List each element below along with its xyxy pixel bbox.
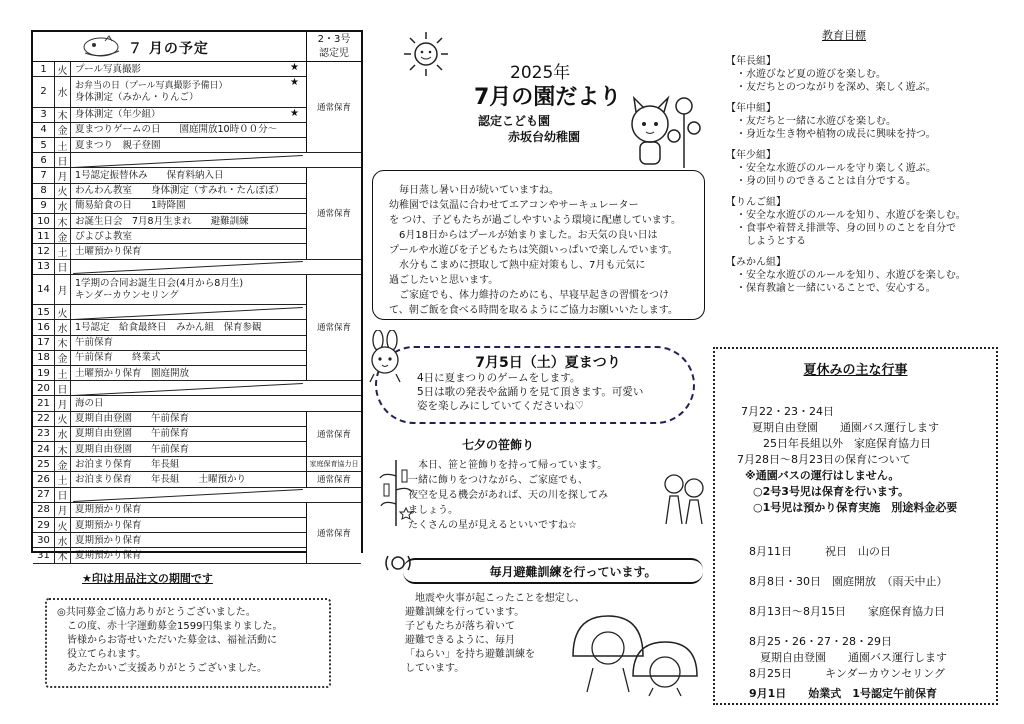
weekday: 土 (55, 138, 71, 152)
monthly-calendar (31, 30, 363, 563)
day-events (75, 184, 301, 198)
summer-events-title: 夏休みの主な行事 (803, 363, 908, 378)
day-events (75, 533, 301, 547)
festival-title: 7月5日（土）夏まつり (475, 355, 621, 371)
day-number: 16 (33, 320, 55, 334)
event-text: お泊まり保育 年長組 土曜預かり (75, 473, 247, 485)
care-header-line2: 認定児 (319, 48, 349, 59)
event-text: キンダーカウンセリング (75, 289, 179, 301)
tanabata-text (408, 458, 668, 533)
event-text: 午前保育 終業式 (75, 352, 161, 364)
calendar-header (33, 32, 361, 62)
day-number: 4 (33, 123, 55, 137)
school-type: 認定こども園 (478, 114, 551, 128)
day-events (75, 518, 301, 532)
event-text: お誕生日会 7月8月生まれ 避難訓練 (75, 215, 249, 227)
day-events (75, 472, 301, 486)
day-events (75, 503, 301, 517)
day-number: 5 (33, 138, 55, 152)
event-text: 簡易給食の日 1時降園 (75, 200, 186, 212)
drill-line: 子どもたちが落ち着いて (405, 621, 515, 632)
day-number: 28 (33, 503, 55, 517)
event-text: お弁当の日（プール写真撮影予備日） (75, 81, 228, 92)
goal-item: ・水遊びなど夏の遊びを楽しむ。 (736, 69, 886, 80)
day-events (75, 442, 301, 456)
education-goals (726, 55, 1016, 303)
day-number: 21 (33, 396, 55, 410)
day-events (75, 366, 301, 380)
festival-line: 4日に夏まつりのゲームをします。 (417, 372, 581, 384)
tanabata-line: 本日、笹と笹飾りを持って帰っています。 (408, 460, 608, 471)
goal-item: ・友だちとのつながりを深め、楽しく遊ぶ。 (736, 82, 936, 93)
goal-item: ・食事や着替え排泄等、身の回りのことを自分で (736, 223, 956, 234)
care-type-cell: 家庭保育協力日 (306, 457, 361, 471)
event-text: 夏期自由登園 午前保育 (75, 443, 190, 455)
weekday: 土 (55, 244, 71, 258)
weekday: 水 (55, 533, 71, 547)
event-text: 夏まつり 親子登園 (75, 139, 161, 151)
school-name: 赤坂台幼稚園 (508, 130, 581, 144)
greeting-line: 毎日蒸し暑い日が続いていますね。 (389, 185, 559, 196)
summer-festival-box (375, 346, 695, 424)
day-events (75, 275, 301, 304)
summer-events-box (713, 347, 998, 705)
weekday: 日 (55, 488, 71, 502)
star-note: ★印は用品注文の期間です (82, 572, 213, 585)
event-text: 夏期預かり保育 (75, 549, 142, 561)
day-events (75, 396, 301, 410)
goal-group (726, 149, 1016, 188)
day-events (75, 168, 301, 182)
goal-group-name: 【年長組】 (726, 56, 776, 67)
weekday: 木 (55, 442, 71, 456)
care-type-cell: 通常保育 (306, 503, 361, 563)
weekday: 火 (55, 412, 71, 426)
hooded-children-icon (563, 606, 703, 698)
summer-line: 8月25・26・27・28・29日 (749, 635, 892, 648)
education-goals-title: 教育目標 (822, 29, 866, 42)
event-text: 夏期預かり保育 (75, 519, 142, 531)
day-events (75, 199, 301, 213)
goal-item: ・身近な生き物や植物の成長に興味を持つ。 (736, 129, 936, 140)
tanabata-line: 一緒に飾りをつけながら、ご家庭でも、 (408, 475, 588, 486)
drill-line: 「ねらい」を持ち避難訓練を (405, 649, 535, 660)
day-number: 31 (33, 548, 55, 562)
day-number: 7 (33, 168, 55, 182)
goal-group-name: 【年少組】 (726, 150, 776, 161)
weekday: 火 (55, 518, 71, 532)
goal-group (726, 196, 1016, 248)
calendar-title: ７ 月の予定 (128, 41, 209, 57)
summer-line: 8月11日 祝日 山の日 (749, 545, 891, 558)
newsletter-year: 2025年 (510, 63, 571, 83)
weekday: 月 (55, 503, 71, 517)
day-events (75, 336, 301, 350)
fund-line: ◎共同募金ご協力ありがとうございました。 (57, 607, 256, 618)
greeting-line: ご家庭でも、体力維持のためにも、早寝早起きの習慣をつけ (389, 290, 669, 301)
evacuation-drill-section (383, 540, 705, 700)
summer-line: 7月22・23・24日 (741, 405, 834, 418)
day-events (75, 108, 301, 122)
fish-illustration-icon (81, 33, 123, 59)
weekday: 月 (55, 168, 71, 182)
festival-line: 5日は歌の発表や盆踊りを見て頂きます。可愛い (417, 386, 644, 398)
care-type-cell: 通常保育 (306, 275, 361, 380)
day-events (75, 123, 301, 137)
goal-item: ・友だちと一緒に水遊びを楽しむ。 (736, 116, 896, 127)
goal-group (726, 102, 1016, 141)
day-events (75, 244, 301, 258)
summer-line: 夏期自由登園 通園バス運行します (741, 421, 939, 434)
order-period-star-icon: ★ (290, 77, 299, 89)
goal-item: ・身の回りのできることは自分でする。 (736, 176, 916, 187)
day-events (75, 229, 301, 243)
day-number: 20 (33, 381, 55, 395)
weekday: 金 (55, 457, 71, 471)
day-events (75, 77, 301, 106)
event-text: 夏期自由登園 午前保育 (75, 428, 190, 440)
day-number: 9 (33, 199, 55, 213)
weekday: 金 (55, 351, 71, 365)
day-events (75, 320, 301, 334)
day-events (75, 138, 301, 152)
day-events (75, 548, 301, 562)
day-number: 15 (33, 305, 55, 319)
care-header-line1: 2・3号 (317, 34, 351, 45)
event-text: 1号認定振替休み 保育料納入日 (75, 169, 224, 181)
event-text: 身体測定（年少組） (75, 109, 161, 121)
sun-icon (402, 30, 450, 78)
drill-line: 地震や火事が起こったことを想定し、 (405, 593, 585, 604)
day-number: 3 (33, 108, 55, 122)
drill-title: 毎月避難訓練を行っています。 (403, 558, 703, 584)
greeting-line: 幼稚園では気温に合わせてエアコンやサーキュレーター (389, 200, 639, 211)
summer-line: 8月25日 キンダーカウンセリング (749, 667, 946, 680)
goal-item: ・安全な水遊びのルールを知り、水遊びを楽しむ。 (736, 210, 966, 221)
event-text: プール写真撮影 (75, 63, 142, 75)
weekday: 水 (55, 199, 71, 213)
weekday: 水 (55, 427, 71, 441)
event-text: 海の日 (75, 397, 104, 409)
weekday: 火 (55, 305, 71, 319)
event-text: 1学期の合同お誕生日会(4月から8月生) (75, 277, 244, 289)
weekday: 金 (55, 229, 71, 243)
greeting-line: 6月18日からはプールが始まりました。お天気の良い日は (389, 230, 658, 241)
day-number: 17 (33, 336, 55, 350)
care-type-cell: 通常保育 (306, 62, 361, 152)
day-events (75, 214, 301, 228)
day-number: 13 (33, 260, 55, 274)
event-text: わんわん教室 身体測定（すみれ・たんぽぽ） (75, 185, 285, 197)
calendar-row (33, 260, 361, 275)
order-period-star-icon: ★ (290, 107, 299, 119)
tanabata-line: たくさんの星が見えるといいですね☆ (408, 520, 577, 531)
festival-line: 姿を楽しみにしていてくださいね♡ (417, 400, 584, 412)
day-number: 11 (33, 229, 55, 243)
day-number: 6 (33, 153, 55, 167)
care-type-cell: 通常保育 (306, 472, 361, 486)
day-number: 29 (33, 518, 55, 532)
drill-line: 避難できるように、毎月 (405, 635, 515, 646)
weekday: 月 (55, 275, 71, 304)
day-number: 12 (33, 244, 55, 258)
weekday: 木 (55, 214, 71, 228)
day-number: 26 (33, 472, 55, 486)
greeting-line: 過ごしたいと思います。 (389, 275, 499, 286)
tanabata-title: 七夕の笹飾り (462, 438, 535, 452)
day-number: 18 (33, 351, 55, 365)
weekday: 木 (55, 336, 71, 350)
event-text: 夏期自由登園 午前保育 (75, 413, 190, 425)
care-column-header (306, 32, 361, 61)
event-text: 土曜預かり保育 園庭開放 (75, 367, 190, 379)
event-text: 身体測定（みかん・りんご） (75, 92, 199, 104)
day-number: 14 (33, 275, 55, 304)
greeting-line: プールや水遊びを子どもたちは笑顔いっぱいで楽しんでいます。 (389, 245, 678, 256)
weekday: 木 (55, 548, 71, 562)
day-number: 24 (33, 442, 55, 456)
event-text: 土曜預かり保育 (75, 245, 142, 257)
day-events (75, 351, 301, 365)
day-events (75, 62, 301, 76)
greeting-line: て、朝ご飯を食べる時間を取るようにご協力お願いいたします。 (389, 305, 678, 316)
goal-group (726, 256, 1016, 295)
day-number: 23 (33, 427, 55, 441)
fund-line: 役立てられます。 (57, 649, 147, 660)
newsletter-title: 7月の園だより (474, 85, 622, 110)
fund-line: あたたかいご支援ありがとうございました。 (57, 663, 267, 674)
goal-group-name: 【年中組】 (726, 103, 776, 114)
event-text: 1号認定 給食最終日 みかん組 保育参観 (75, 321, 262, 333)
day-number: 8 (33, 184, 55, 198)
day-number: 22 (33, 412, 55, 426)
cat-with-flowers-icon (614, 84, 702, 172)
event-text: 夏期預かり保育 (75, 534, 142, 546)
children-icon (660, 470, 708, 526)
goal-group-name: 【りんご組】 (726, 197, 786, 208)
summer-line: 9月1日 始業式 1号認定午前保育 (749, 687, 937, 700)
calendar-row (33, 396, 361, 411)
weekday: 水 (55, 320, 71, 334)
goal-item: ・安全な水遊びのルールを知り、水遊びを楽しむ。 (736, 270, 966, 281)
care-type-cell: 通常保育 (306, 168, 361, 258)
event-text: 夏まつりゲームの日 園庭開放10時００分～ (75, 124, 278, 136)
summer-line: 8月13日～8月15日 家庭保育協力日 (749, 605, 945, 618)
event-text: ぴよぴよ教室 (75, 230, 133, 242)
weekday: 木 (55, 108, 71, 122)
drill-line: 避難訓練を行っています。 (405, 607, 525, 618)
weekday: 火 (55, 184, 71, 198)
fund-line: 皆様からお寄せいただいた募金は、福祉活動に (57, 635, 277, 646)
event-text: 午前保育 (75, 337, 114, 349)
goal-item: しようとする (736, 236, 806, 247)
goal-group-name: 【みかん組】 (726, 257, 786, 268)
day-number: 30 (33, 533, 55, 547)
day-number: 25 (33, 457, 55, 471)
care-type-cell: 通常保育 (306, 412, 361, 457)
day-number: 27 (33, 488, 55, 502)
weekday: 水 (55, 77, 71, 106)
day-number: 1 (33, 62, 55, 76)
rabbit-icon (360, 330, 410, 384)
tanabata-line: 夜空を見る機会があれば、天の川を探してみ (408, 490, 608, 501)
calendar-row (33, 381, 361, 396)
goal-group (726, 55, 1016, 94)
day-number: 10 (33, 214, 55, 228)
day-events (75, 457, 301, 471)
summer-line: ○1号児は預かり保育実施 別途料金必要 (753, 501, 958, 514)
calendar-row (33, 488, 361, 503)
weekday: 月 (55, 396, 71, 410)
weekday: 土 (55, 366, 71, 380)
weekday: 日 (55, 153, 71, 167)
newsletter-header (392, 30, 704, 180)
weekday: 火 (55, 62, 71, 76)
summer-line: 7月28日～8月23日の保育について (737, 453, 911, 466)
goal-item: ・安全な水遊びのルールを守り楽しく遊ぶ。 (736, 163, 936, 174)
weekday: 土 (55, 472, 71, 486)
summer-line: ※通園バスの運行はしません。 (745, 469, 900, 482)
day-number: 19 (33, 366, 55, 380)
tanabata-line: ましょう。 (408, 505, 458, 516)
event-text: お泊まり保育 年長組 (75, 458, 180, 470)
fundraising-box (45, 598, 331, 688)
event-text: 夏期預かり保育 (75, 504, 142, 516)
summer-line: 8月8日・30日 園庭開放 （雨天中止） (749, 575, 948, 588)
day-events (75, 412, 301, 426)
weekday: 日 (55, 381, 71, 395)
summer-line: ○2号3号児は保育を行います。 (753, 485, 910, 498)
summer-line: 25日年長組以外 家庭保育協力日 (741, 437, 931, 450)
day-number: 2 (33, 77, 55, 106)
drill-line: しています。 (405, 663, 465, 674)
greeting-line: 水分もこまめに摂取して熱中症対策もし、7月も元気に (389, 260, 646, 271)
order-period-star-icon: ★ (290, 62, 299, 73)
goal-item: ・保育教諭と一緒にいることで、安心する。 (736, 283, 936, 294)
greeting-line: を つけ、子どもたちが過ごしやすいよう環境に配慮しています。 (389, 215, 681, 226)
weekday: 金 (55, 123, 71, 137)
day-events (75, 427, 301, 441)
summer-line: 夏期自由登園 通園バス運行します (749, 651, 947, 664)
greeting-box (372, 170, 705, 320)
fund-line: この度、赤十字運動募金1599円集まりました。 (57, 621, 283, 632)
calendar-row (33, 153, 361, 168)
weekday: 日 (55, 260, 71, 274)
